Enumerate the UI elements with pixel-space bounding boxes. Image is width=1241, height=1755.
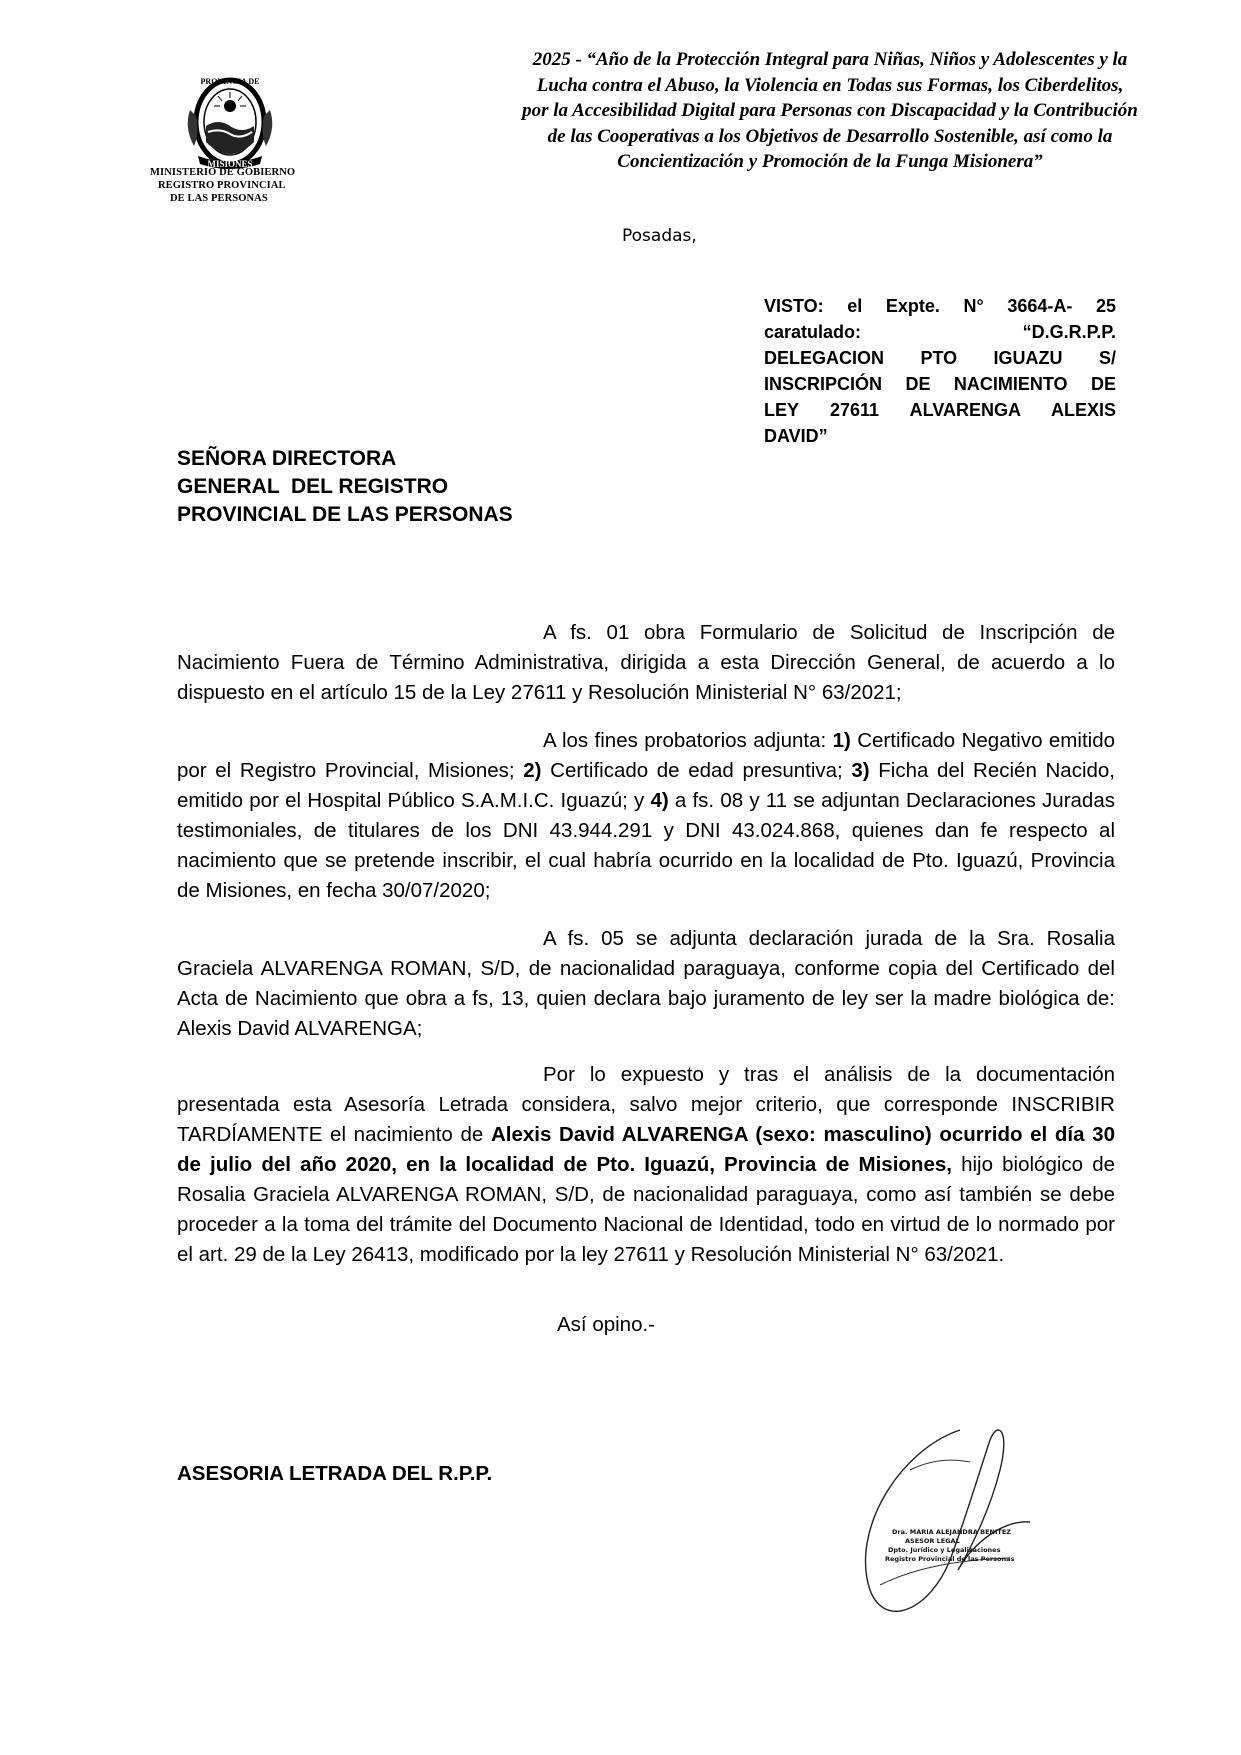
ministry-line-2: REGISTRO PROVINCIAL [158, 180, 286, 191]
document-body [177, 618, 1115, 1288]
motto-line: Concientización y Promoción de la Funga Misionera” [617, 151, 1043, 172]
closing-phrase: Así opino.- [557, 1313, 655, 1336]
signoff: ASESORIA LETRADA DEL R.P.P. [177, 1462, 493, 1485]
ministry-line-3: DE LAS PERSONAS [170, 193, 268, 204]
highlighted-text: Alexis David ALVARENGA (sexo: masculino) ocurrido el día 30 de julio del año 2020, en la localidad de Pto. Iguazú, Provincia de Misiones, [177, 1123, 1115, 1176]
addressee-line: SEÑORA DIRECTORA [177, 447, 397, 470]
addressee-line: PROVINCIAL DE LAS PERSONAS [177, 503, 513, 526]
text: a fs. 08 y 11 se adjuntan Declaraciones Juradas testimoniales, de titulares de los DNI 43.944.291 y DNI 43.024.868, quienes dan fe respecto al nacimiento que se pretende inscribir, el cual habría ocurrido en la localidad de Pto. Iguazú, Provincia de Misiones, en fecha 30/07/2020; [177, 789, 1115, 902]
addressee-line: GENERAL DEL REGISTRO [177, 475, 449, 498]
motto-line: Lucha contra el Abuso, la Violencia en Todas sus Formas, los Ciberdelitos, [536, 74, 1124, 96]
text: Certificado de edad presuntiva; [541, 759, 852, 782]
motto-line: 2025 - “Año de la Protección Integral para Niñas, Niños y Adolescentes y la [532, 49, 1128, 70]
item-number: 3) [851, 759, 870, 782]
motto-line: de las Cooperativas a los Objetivos de Desarrollo Sostenible, así como la [547, 125, 1113, 147]
case-reference-line: DELEGACION PTO IGUAZU S/ [764, 348, 1116, 368]
item-number: 4) [650, 789, 669, 812]
item-number: 1) [832, 729, 851, 752]
text: Por lo expuesto y tras el análisis de la documentación presentada esta Asesoría Letrada considera, salvo mejor criterio, que corresponde INSCRIBIR TARDÍAMENTE el nacimiento de [177, 1063, 1115, 1146]
stamp-line: Dra. MARIA ALEJANDRA BENITEZ [892, 1528, 1011, 1536]
stamp-line: Registro Provincial de las Personas [885, 1555, 1015, 1563]
coat-of-arms-logo [180, 70, 280, 170]
text: Certificado Negativo emitido por el Registro Provincial, Misiones; [177, 729, 1115, 782]
year-motto [480, 47, 1180, 175]
case-reference-line: VISTO: el Expte. N° 3664-A- 25 [764, 296, 1116, 316]
ministry-line-1: MINISTERIO DE GOBIERNO [150, 167, 296, 178]
case-reference [764, 293, 1116, 449]
case-reference-line: LEY 27611 ALVARENGA ALEXIS [764, 400, 1116, 420]
paragraph-1: A fs. 01 obra Formulario de Solicitud de Inscripción de Nacimiento Fuera de Término Administrativa, dirigida a esta Dirección General, de acuerdo a lo dispuesto en el artículo 15 de la Ley 27611 y Resolución Ministerial N° 63/2021; [177, 621, 1115, 704]
paragraph-3: A fs. 05 se adjunta declaración jurada de la Sra. Rosalia Graciela ALVARENGA ROMAN, S/D, de nacionalidad paraguaya, conforme copia del Certificado del Acta de Nacimiento que obra a fs, 13, quien declara bajo juramento de ley ser la madre biológica de: Alexis David ALVARENGA; [177, 927, 1115, 1040]
paragraph-4 [177, 1060, 1115, 1270]
logo-top-text: PROVINCIA DE [200, 77, 260, 86]
case-reference-line: DAVID” [764, 426, 828, 446]
stamp-line: Dpto. Jurídico y Legalizaciones [888, 1546, 1001, 1554]
item-number: 2) [523, 759, 542, 782]
addressee [177, 445, 513, 529]
logo-bottom-text: MISIONES [207, 159, 253, 169]
case-reference-line: INSCRIPCIÓN DE NACIMIENTO DE [764, 374, 1116, 394]
motto-line: por la Accesibilidad Digital para Personas con Discapacidad y la Contribución [522, 100, 1138, 121]
case-reference-line: caratulado: “D.G.R.P.P. [764, 322, 1116, 342]
text: hijo biológico de Rosalia Graciela ALVARENGA ROMAN, S/D, de nacionalidad paraguaya, como así también se debe proceder a la toma del trámite del Documento Nacional de Identidad, todo en virtud de lo normado por el art. 29 de la Ley 26413, modificado por la ley 27611 y Resolución Ministerial N° 63/2021. [177, 1153, 1115, 1266]
handwritten-signature [840, 1410, 1040, 1640]
paragraph-2 [177, 726, 1115, 906]
text: Ficha del Recién Nacido, emitido por el Hospital Público S.A.M.I.C. Iguazú; y [177, 759, 1115, 812]
text: A los fines probatorios adjunta: [543, 729, 833, 752]
place-date: Posadas, [622, 226, 697, 246]
stamp-line: ASESOR LEGAL [905, 1537, 960, 1545]
